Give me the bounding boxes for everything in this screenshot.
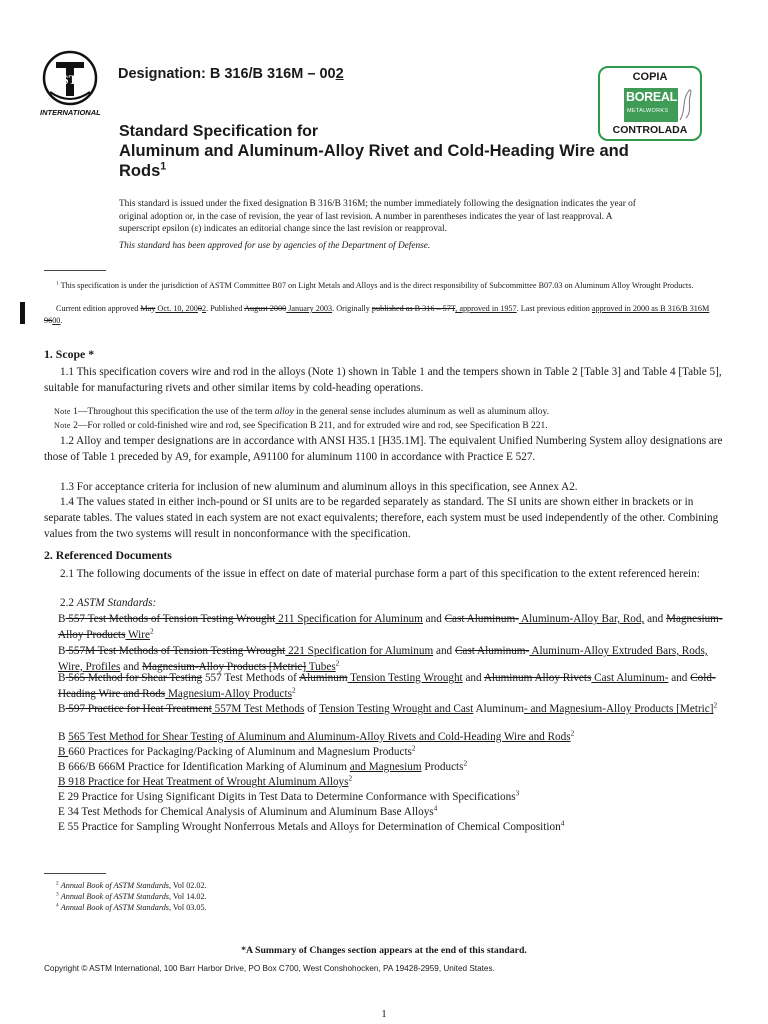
title-line1: Standard Specification for [119, 123, 319, 140]
stamp-brand-sub: METALWORKS [627, 108, 669, 114]
stamp-brand: BOREAL [626, 90, 677, 104]
dod-approval: This standard has been approved for use by agencies of the Department of Defense. [119, 241, 431, 251]
footnote-rule [44, 270, 106, 271]
designation: Designation: B 316/B 316M – 002 [118, 66, 344, 82]
ref-e55: E 55 Practice for Sampling Wrought Nonferrous Metals and Alloys for Determination of Chemical Composition$^4$ [58, 819, 565, 833]
scope-heading: 1. Scope * [44, 347, 95, 361]
stamp-line3: CONTROLADA [612, 124, 688, 136]
ref-b666: B 666/B 666M Practice for Identification Marking of Aluminum and Magnesium Products$^2$ [58, 759, 468, 773]
boreal-logo [624, 88, 678, 122]
scope-1-2: 1.2 Alloy and temper designations are in accordance with ANSI H35.1 [H35.1M]. The equivalent Unified Numbering System alloy designations are those of Table 1 preceded by A9, for example, A91100 for aluminum 1100 in accordance with Practice E 527. [44, 435, 723, 463]
note-1: Note 1—Throughout this specification the use of the term alloy in the general sense includes aluminum as well as aluminum alloy. [54, 407, 550, 417]
intro-paragraph: This standard is issued under the fixed designation B 316/B 316M; the number immediately following the designation indicates the year of original adoption or, in the case of revision, the year of last revision. A number in parentheses indicates the year of last reapproval. A superscript epsilon (ε) indicates an editorial change since the last revision or reapproval. [119, 199, 636, 234]
scope-1-1: 1.1 This specification covers wire and rod in the alloys (Note 1) shown in Table 1 and the tempers shown in Table 2 [Table 3] and Table 4 [Table 5], suitable for manufacturing rivets and other similar items by cold-heading operations. [44, 366, 722, 394]
controlled-copy-stamp [598, 66, 702, 141]
refdocs-2-1: 2.1 The following documents of the issue in effect on date of material purchase form a part of this specification to the extent referenced herein: [60, 568, 700, 580]
astm-logo [36, 48, 112, 118]
ref-e34: E 34 Test Methods for Chemical Analysis of Aluminum and Aluminum Base Alloys$^4$ [58, 804, 438, 818]
ref-b918: B 918 Practice for Heat Treatment of Wrought Aluminum Alloys$^2$ [58, 774, 353, 788]
footnote-1: $^1$ This specification is under the jurisdiction of ASTM Committee B07 on Light Metals and Alloys and is the direct responsibility of Subcommittee B07.03 on Aluminum Alloy Wrought Products. [56, 280, 694, 290]
ref-b557: B 565 Method for Shear Testing 557 Test Methods of Aluminum Tension Testing Wrought and Aluminum Alloy Rivets Cast Aluminum- and Cold-Heading Wire and Rods Magnesium-Alloy Products$^2$ [58, 672, 716, 700]
logo-text: ASTM [52, 72, 90, 87]
footnote-4: $^4$ Annual Book of ASTM Standards, Vol 03.05. [56, 902, 207, 912]
summary-note: *A Summary of Changes section appears at the end of this standard. [241, 945, 527, 956]
ref-b221: B 557M Test Methods of Tension Testing Wrought 221 Specification for Aluminum and Cast Aluminum- Aluminum-Alloy Extruded Bars, Rods, Wire, Profiles and Magnesium-Alloy Products [Metric] Tubes$^2$ [58, 645, 708, 673]
stamp-line1: COPIA [632, 71, 668, 83]
change-bar [20, 302, 25, 324]
refdocs-heading: 2. Referenced Documents [44, 548, 172, 562]
note-2: Note 2—For rolled or cold-finished wire and rod, see Specification B 211, and for extruded wire and rod, see Specification B 221. [54, 421, 548, 431]
footnote-1-edition: Current edition approved May Oct. 10, 20002. Published August 2000 January 2003. Originally published as B 316 – 57T, approved in 1957. Last previous edition approved in 2000 as B 316/B 316M 9600. [44, 304, 710, 325]
scope-1-4: 1.4 The values stated in either inch-pound or SI units are to be regarded separately as standard. The SI units are shown either in brackets or in separate tables. The values stated in each system are not exact equivalents; therefore, each system must be used independently of the other. Combining values from the two systems will result in nonconformance with the specification. [44, 496, 719, 540]
logo-sub: INTERNATIONAL [40, 108, 101, 117]
footnote-3: $^3$ Annual Book of ASTM Standards, Vol 14.02. [56, 891, 207, 901]
ref-b565: B 565 Test Method for Shear Testing of Aluminum and Aluminum-Alloy Rivets and Cold-Heading Wire and Rods$^2$ [58, 729, 575, 743]
page-number: 1 [381, 1008, 387, 1020]
refdocs-2-2: 2.2 ASTM Standards: [60, 597, 157, 609]
ref-b211: B 557 Test Methods of Tension Testing Wrought 211 Specification for Aluminum and Cast Aluminum- Aluminum-Alloy Bar, Rod, and Magnesium-Alloy Products Wire$^2$ [58, 613, 723, 641]
ref-b660: B 660 Practices for Packaging/Packing of Aluminum and Magnesium Products$^2$ [58, 744, 416, 758]
title-line2: Aluminum and Aluminum-Alloy Rivet and Cold-Heading Wire and Rods$^1$ [119, 142, 629, 180]
signature-icon [676, 82, 696, 124]
ref-e29: E 29 Practice for Using Significant Digits in Test Data to Determine Conformance with Specifications$^3$ [58, 789, 520, 803]
scope-1-3: 1.3 For acceptance criteria for inclusion of new aluminum and aluminum alloys in this specification, see Annex A2. [60, 481, 578, 493]
footnote-2: $^2$ Annual Book of ASTM Standards, Vol 02.02. [56, 880, 207, 890]
footnote-rule-2 [44, 873, 106, 874]
copyright: Copyright © ASTM International, 100 Barr Harbor Drive, PO Box C700, West Conshohocken, PA 19428-2959, United States. [44, 964, 495, 973]
ref-b557m: B 597 Practice for Heat Treatment 557M Test Methods of Tension Testing Wrought and Cast Aluminum- and Magnesium-Alloy Products [Metric]$^2$ [58, 701, 718, 715]
